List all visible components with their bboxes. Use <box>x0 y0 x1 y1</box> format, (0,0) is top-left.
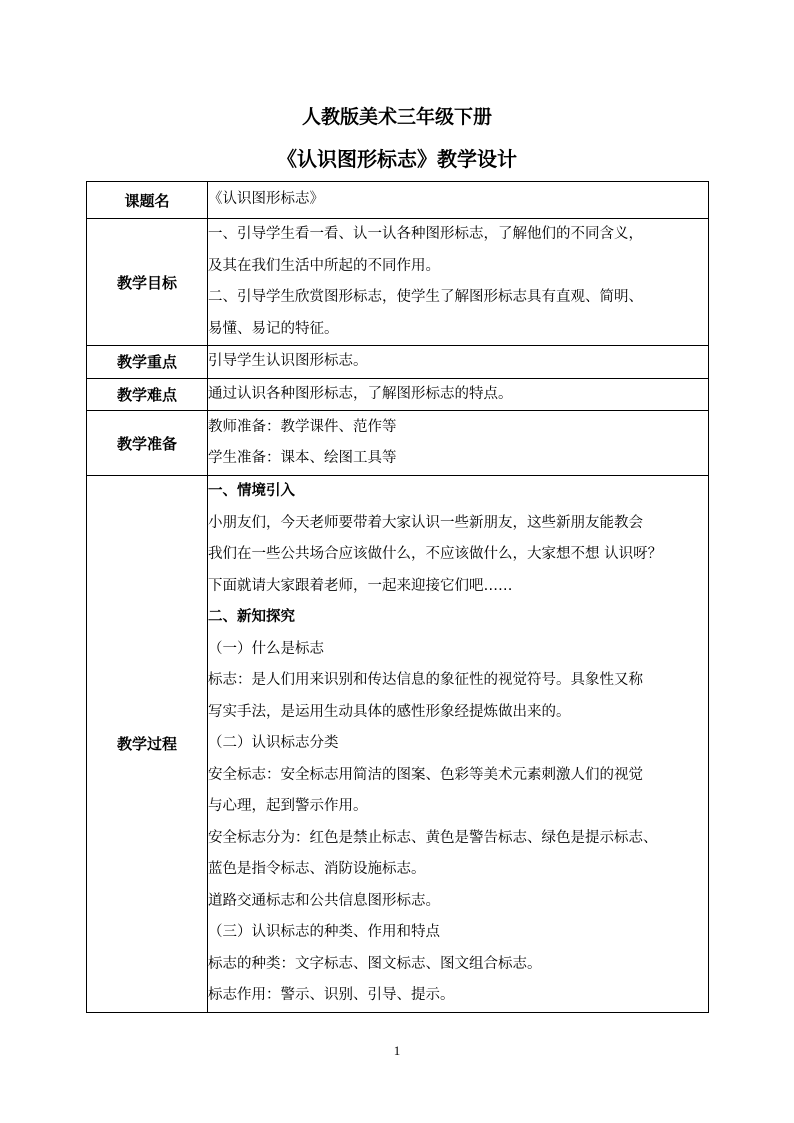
process-line: 下面就请大家跟着老师，一起来迎接它们吧…… <box>208 577 513 594</box>
value-process <box>208 476 709 1013</box>
process-line: 小朋友们，今天老师要带着大家认识一些新朋友，这些新朋友能教会 <box>208 514 643 531</box>
process-line: （三）认识标志的种类、作用和特点 <box>208 924 440 940</box>
document-title-line1: 人教版美术三年级下册 <box>301 106 492 128</box>
process-line: 标志的种类：文字标志、图文标志、图文组合标志。 <box>208 955 542 972</box>
process-line: 标志作用：警示、识别、引导、提示。 <box>208 987 455 1003</box>
process-line: 蓝色是指令标志、消防设施标志。 <box>208 861 426 877</box>
table-row-preparation <box>87 411 709 476</box>
process-line: 标志：是人们用来识别和传达信息的象征性的视觉符号。具象性又称 <box>208 672 643 688</box>
process-line: 我们在一些公共场合应该做什么，不应该做什么，大家想不想 认识呀？ <box>208 546 663 562</box>
lesson-name-text: 《认识图形标志》 <box>208 191 324 208</box>
value-key-point <box>208 346 709 379</box>
table-row-objectives <box>87 219 709 346</box>
process-line: （一）什么是标志 <box>208 640 324 657</box>
objectives-line: 二、引导学生欣赏图形标志，使学生了解图形标志具有直观、简明、 <box>208 289 643 305</box>
objectives-line: 及其在我们生活中所起的不同作用。 <box>208 257 440 274</box>
table-row-difficulty <box>87 378 709 411</box>
value-difficulty <box>208 378 709 411</box>
preparation-line: 教师准备：教学课件、范作等 <box>208 418 397 435</box>
process-line: 安全标志：安全标志用简洁的图案、色彩等美术元素刺激人们的视觉 <box>208 766 643 783</box>
process-line: 二、新知探究 <box>208 609 295 625</box>
preparation-line: 学生准备：课本、绘图工具等 <box>208 450 397 466</box>
label-process: 教学过程 <box>87 476 208 1013</box>
label-objectives: 教学目标 <box>87 219 208 346</box>
table-row-process <box>87 476 709 1013</box>
table-row-key-point <box>87 346 709 379</box>
label-preparation: 教学准备 <box>87 411 208 476</box>
key-point-text: 引导学生认识图形标志。 <box>208 353 368 369</box>
process-line: 一、情境引入 <box>208 483 295 499</box>
label-lesson-name: 课题名 <box>87 182 208 219</box>
value-objectives <box>208 219 709 346</box>
objectives-line: 一、引导学生看一看、认一认各种图形标志，了解他们的不同含义， <box>208 226 643 242</box>
difficulty-text: 通过认识各种图形标志，了解图形标志的特点。 <box>208 385 513 402</box>
process-line: 与心理，起到警示作用。 <box>208 798 368 814</box>
lesson-plan-table <box>86 181 709 1013</box>
value-preparation <box>208 411 709 476</box>
document-title-line2: 《认识图形标志》教学设计 <box>277 147 517 171</box>
label-key-point: 教学重点 <box>87 346 208 379</box>
value-lesson-name <box>208 182 709 219</box>
objectives-line: 易懂、易记的特征。 <box>208 320 339 337</box>
process-line: 安全标志分为：红色是禁止标志、黄色是警告标志、绿色是提示标志、 <box>208 829 658 846</box>
label-difficulty: 教学难点 <box>87 378 208 411</box>
process-line: 道路交通标志和公共信息图形标志。 <box>208 892 440 909</box>
process-line: 写实手法，是运用生动具体的感性形象经提炼做出来的。 <box>208 703 571 720</box>
process-line: （二）认识标志分类 <box>208 735 339 751</box>
page-number: 1 <box>393 1043 401 1058</box>
table-row-lesson-name <box>87 182 709 219</box>
